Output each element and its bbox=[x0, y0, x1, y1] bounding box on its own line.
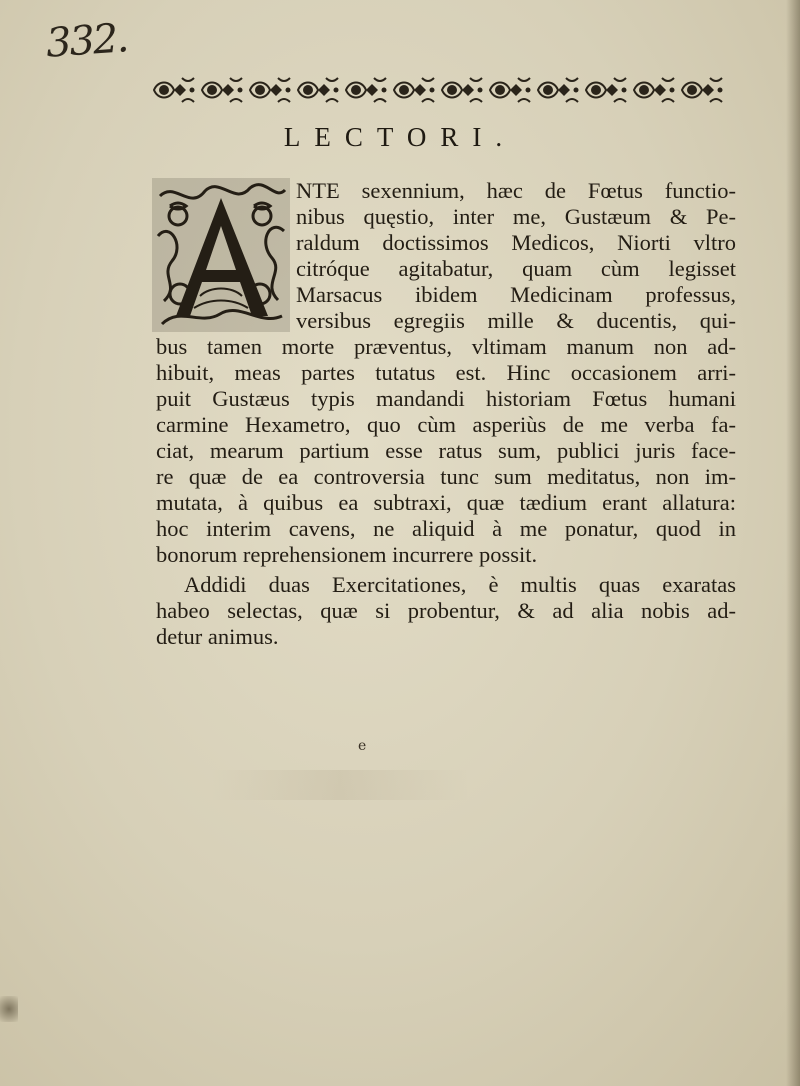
page-edge-shadow bbox=[786, 0, 800, 1086]
text-line-3: raldum doctissimos Medicos, Niorti vltro bbox=[296, 230, 736, 255]
text-line-1: NTE sexennium, hæc de Fœtus functio- bbox=[296, 178, 736, 203]
text-line-12: re quæ de ea controversia tunc sum meditatus, non im- bbox=[156, 464, 736, 489]
text-line-14: hoc interim cavens, ne aliquid à me ponatur, quod in bbox=[156, 516, 736, 541]
text-line-5: Marsacus ibidem Medicinam professus, bbox=[296, 282, 736, 307]
catchmark: e bbox=[358, 738, 367, 754]
ink-smudge bbox=[0, 996, 18, 1022]
page-number: 332. bbox=[44, 15, 129, 67]
text-line-2: nibus quęstio, inter me, Gustæum & Pe- bbox=[296, 204, 736, 229]
text-line-6: versibus egregiis mille & ducentis, qui- bbox=[296, 308, 736, 333]
text-line-18: detur animus. bbox=[156, 624, 279, 649]
text-line-15: bonorum reprehensionem incurrere possit. bbox=[156, 542, 538, 567]
text-line-4: citróque agitabatur, quam cùm legisset bbox=[296, 256, 736, 281]
text-line-7: bus tamen morte præventus, vltimam manum non ad- bbox=[156, 334, 736, 359]
decorated-initial-a bbox=[150, 176, 292, 334]
heading: LECTORI. bbox=[283, 122, 517, 152]
ornament-band bbox=[150, 72, 730, 108]
text-line-11: ciat, mearum partium esse ratus sum, publici juris face- bbox=[156, 438, 736, 463]
text-line-17: habeo selectas, quæ si probentur, & ad alia nobis ad- bbox=[156, 598, 736, 623]
text-line-8: hibuit, meas partes tutatus est. Hinc occasionem arri- bbox=[156, 360, 736, 385]
text-line-10: carmine Hexametro, quo cùm asperiùs de me verba fa- bbox=[156, 412, 736, 437]
show-through-bleed bbox=[210, 770, 470, 800]
text-line-9: puit Gustæus typis mandandi historiam Fœtus humani bbox=[156, 386, 736, 411]
text-line-16: Addidi duas Exercitationes, è multis quas exaratas bbox=[184, 572, 736, 597]
text-line-13: mutata, à quibus ea subtraxi, quæ tædium erant allatura: bbox=[156, 490, 736, 515]
